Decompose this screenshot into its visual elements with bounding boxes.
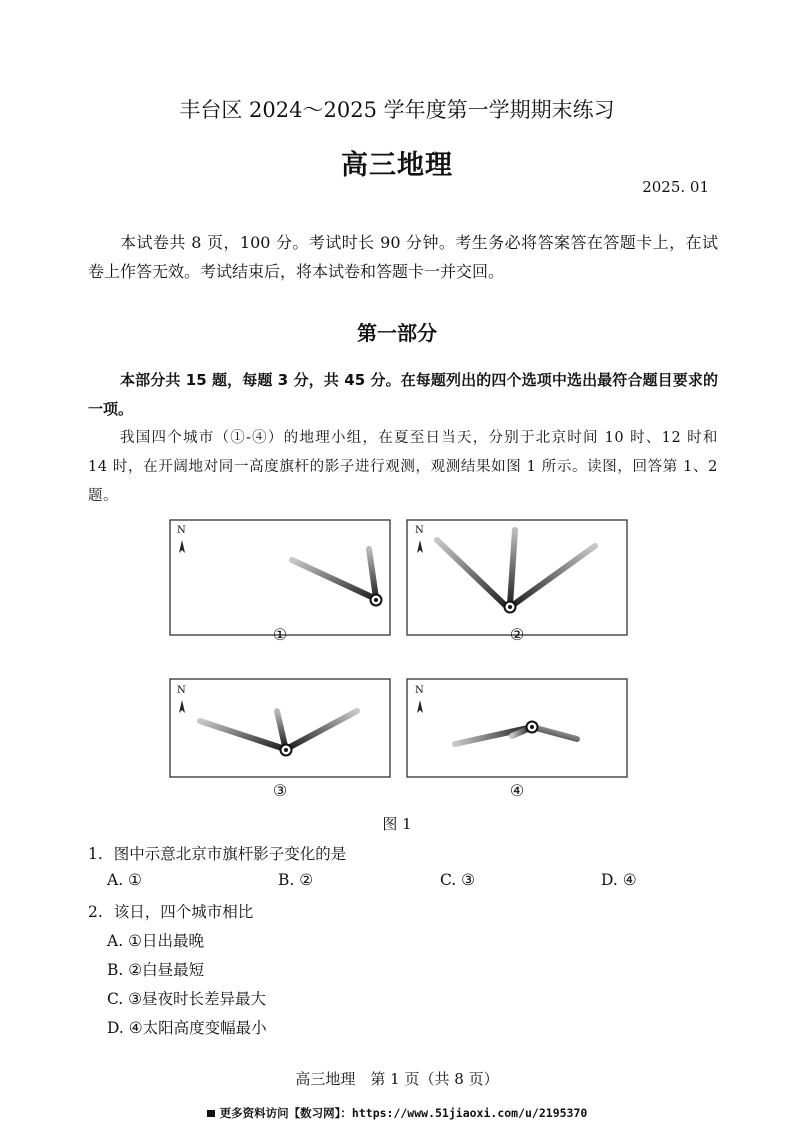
panel-1 [170, 520, 390, 635]
question-text: 图中示意北京市旗杆影子变化的是 [113, 845, 347, 863]
option-a: A. ① [107, 871, 142, 889]
exam-date: 2025. 01 [642, 178, 709, 196]
section-title: 第一部分 [357, 321, 437, 345]
exam-header: 丰台区 2024～2025 学年度第一学期期末练习 [179, 98, 615, 122]
north-label: N [415, 525, 424, 536]
question-number: 1. [88, 845, 103, 863]
question-intro: 我国四个城市（①-④）的地理小组，在夏至日当天，分别于北京时间 10 时、12 时和 14 时，在开阔地对同一高度旗杆的影子进行观测，观测结果如图 1 所示。读图，回答第 1、2 题。 [88, 430, 718, 504]
question-2 [88, 900, 253, 922]
option-b: B. ②白昼最短 [107, 961, 205, 979]
panel-label-3: ③ [272, 781, 288, 800]
question-number: 2. [88, 903, 103, 921]
subject-title: 高三地理 [341, 150, 453, 181]
north-label: N [177, 685, 186, 696]
question-text: 该日，四个城市相比 [113, 903, 254, 921]
panel-2 [407, 520, 627, 635]
figure-caption: 图 1 [382, 815, 412, 833]
north-label: N [415, 685, 424, 696]
option-d: D. ④太阳高度变幅最小 [107, 1019, 267, 1037]
option-c: C. ③昼夜时长差异最大 [107, 990, 267, 1008]
panel-label-4: ④ [509, 781, 525, 800]
panel-label-1: ① [272, 625, 288, 644]
section-description: 本部分共 15 题，每题 3 分，共 45 分。在每题列出的四个选项中选出最符合题目要求的一项。 [88, 371, 718, 418]
panel-4 [407, 679, 627, 777]
resource-link[interactable] [0, 1105, 794, 1121]
instructions: 本试卷共 8 页，100 分。考试时长 90 分钟。考生务必将答案答在答题卡上，在试卷上作答无效。考试结束后，将本试卷和答题卡一并交回。 [88, 233, 718, 281]
page-footer: 高三地理 第 1 页（共 8 页） [295, 1070, 499, 1088]
option-c: C. ③ [440, 871, 476, 889]
option-a: A. ①日出最晚 [107, 932, 204, 950]
panel-3 [170, 679, 390, 777]
option-d: D. ④ [601, 871, 637, 889]
flag-icon [207, 1110, 215, 1117]
question-1 [88, 842, 346, 864]
panel-label-2: ② [509, 625, 525, 644]
north-label: N [177, 525, 186, 536]
resource-link-text[interactable]: 更多资料访问【数习网】：https://www.51jiaoxi.com/u/2195370 [219, 1106, 588, 1120]
option-b: B. ② [278, 871, 314, 889]
